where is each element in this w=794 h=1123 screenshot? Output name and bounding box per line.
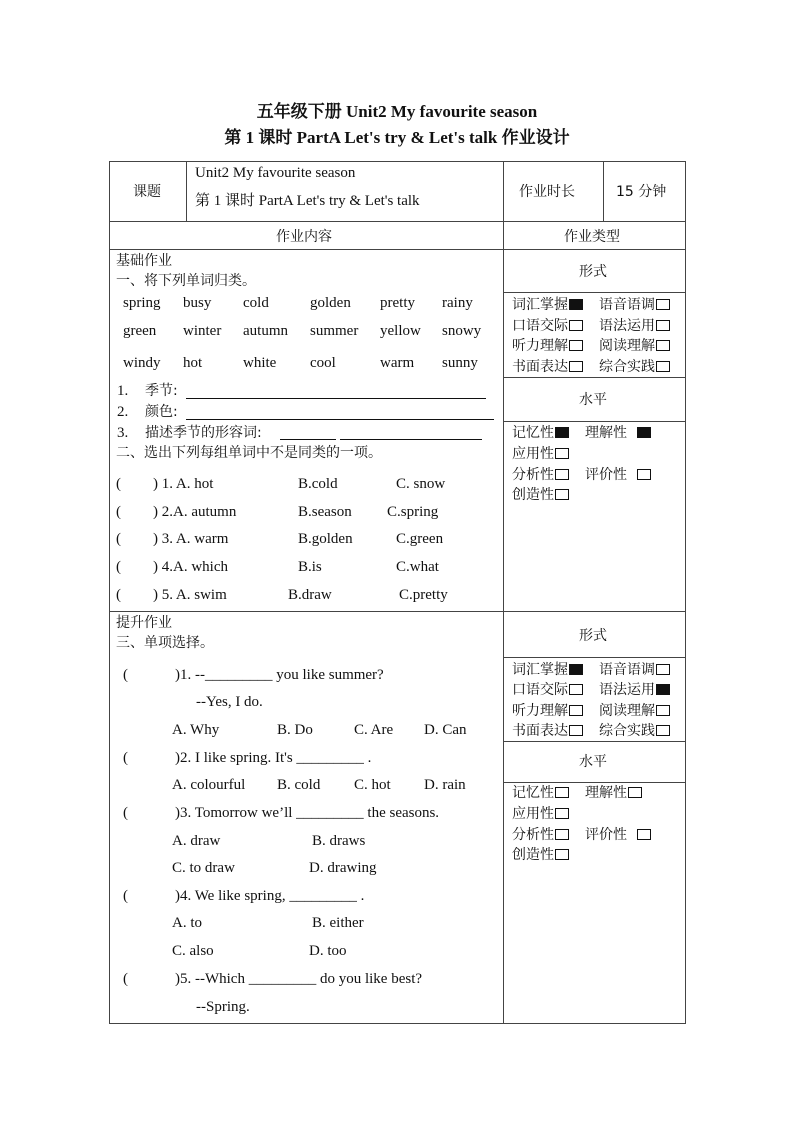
option: B. draws (312, 833, 366, 849)
answer-paren[interactable]: ( (116, 587, 121, 603)
answer-paren[interactable]: ( (123, 888, 128, 904)
form-option[interactable]: 语音语调 (599, 661, 670, 679)
word: warm (380, 355, 415, 371)
word: summer (310, 323, 359, 339)
question-5-reply: --Spring. (196, 999, 250, 1015)
mc-question: ) 2.A. autumn (153, 504, 237, 520)
mc-option: C.pretty (399, 587, 448, 603)
checkbox-icon[interactable] (555, 829, 569, 840)
form-option[interactable]: 书面表达 (512, 722, 583, 740)
option: C. Are (354, 722, 394, 738)
question-4: )4. We like spring, _________ . (175, 888, 365, 904)
word: white (243, 355, 277, 371)
topic-label: 课题 (133, 184, 161, 200)
topic-lesson: 第 1 课时 PartA Let's try & Let's talk (195, 193, 420, 209)
answer-paren[interactable]: ( (116, 476, 121, 492)
checkbox-icon[interactable] (555, 448, 569, 459)
fill-label-color: 颜色: (145, 404, 178, 420)
section3-title: 三、单项选择。 (116, 635, 214, 651)
form-option[interactable]: 综合实践 (599, 358, 670, 376)
word: golden (310, 295, 351, 311)
checkbox-icon[interactable] (628, 787, 642, 798)
word: green (123, 323, 157, 339)
page-title: 五年级下册 Unit2 My favourite season (256, 102, 538, 121)
checkbox-icon[interactable] (656, 299, 670, 310)
season-answer-line[interactable] (186, 398, 486, 399)
checkbox-icon[interactable] (555, 787, 569, 798)
level-option[interactable]: 评价性 (585, 826, 651, 844)
word: sunny (442, 355, 478, 371)
option: C. hot (354, 777, 391, 793)
level-option[interactable]: 分析性 (512, 466, 569, 484)
option: A. to (172, 915, 202, 931)
answer-paren[interactable]: ( (123, 667, 128, 683)
form-option[interactable]: 词汇掌握 (512, 296, 583, 314)
option: C. to draw (172, 860, 235, 876)
checkbox-icon[interactable] (656, 320, 670, 331)
level-label: 水平 (579, 392, 607, 408)
option: D. rain (424, 777, 466, 793)
form-option[interactable]: 口语交际 (512, 317, 583, 335)
option: A. draw (172, 833, 221, 849)
question-1-reply: --Yes, I do. (196, 694, 263, 710)
form-option[interactable]: 词汇掌握 (512, 661, 583, 679)
advanced-heading: 提升作业 (116, 615, 172, 631)
page-subtitle: 第 1 课时 PartA Let's try & Let's talk 作业设计 (224, 128, 570, 147)
word: winter (183, 323, 222, 339)
option: D. Can (424, 722, 467, 738)
word: cool (310, 355, 336, 371)
option: A. Why (172, 722, 220, 738)
form-option[interactable]: 听力理解 (512, 702, 583, 720)
form-option[interactable]: 阅读理解 (599, 337, 670, 355)
checkbox-icon[interactable] (569, 320, 583, 331)
form-option[interactable]: 阅读理解 (599, 702, 670, 720)
checkbox-icon[interactable] (569, 361, 583, 372)
form-label: 形式 (579, 264, 607, 280)
checkbox-icon[interactable] (555, 469, 569, 480)
level-option[interactable]: 创造性 (512, 486, 569, 504)
checkbox-icon[interactable] (637, 469, 651, 480)
checkbox-checked-icon[interactable] (637, 427, 651, 438)
level-option[interactable]: 理解性 (585, 424, 651, 442)
form-label: 形式 (579, 628, 607, 644)
checkbox-icon[interactable] (656, 340, 670, 351)
answer-paren[interactable]: ( (123, 971, 128, 987)
checkbox-icon[interactable] (569, 684, 583, 695)
question-5: )5. --Which _________ do you like best? (175, 971, 423, 987)
level-option[interactable]: 评价性 (585, 466, 651, 484)
question-3: )3. Tomorrow we’ll _________ the seasons. (175, 805, 440, 821)
word: cold (243, 295, 269, 311)
checkbox-icon[interactable] (555, 808, 569, 819)
mc-option: C.what (396, 559, 439, 575)
answer-paren[interactable]: ( (123, 750, 128, 766)
fill-label-season: 季节: (145, 383, 178, 399)
mc-question: ) 5. A. swim (153, 587, 227, 603)
checkbox-checked-icon[interactable] (569, 664, 583, 675)
basic-heading: 基础作业 (116, 253, 172, 269)
checkbox-icon[interactable] (555, 849, 569, 860)
level-option[interactable]: 记忆性 (512, 424, 569, 442)
checkbox-icon[interactable] (637, 829, 651, 840)
option: D. drawing (309, 860, 377, 876)
checkbox-icon[interactable] (569, 340, 583, 351)
level-option[interactable]: 创造性 (512, 846, 569, 864)
duration-value: 15 分钟 (616, 184, 667, 200)
option: A. colourful (172, 777, 246, 793)
level-option[interactable]: 应用性 (512, 805, 569, 823)
word: autumn (243, 323, 288, 339)
option: D. too (309, 943, 347, 959)
mc-option: C.spring (387, 504, 439, 520)
mc-option: C.green (396, 531, 444, 547)
word: busy (183, 295, 212, 311)
checkbox-checked-icon[interactable] (656, 684, 670, 695)
form-option[interactable]: 语法运用 (599, 317, 670, 335)
mc-option: C. snow (396, 476, 446, 492)
checkbox-icon[interactable] (656, 705, 670, 716)
mc-option: B.golden (298, 531, 353, 547)
content-header: 作业内容 (276, 229, 332, 245)
mc-option: B.season (298, 504, 352, 520)
mc-question: ) 4.A. which (153, 559, 228, 575)
fill-num: 3. (117, 425, 129, 441)
fill-num: 1. (117, 383, 129, 399)
answer-paren[interactable]: ( (116, 559, 121, 575)
form-option[interactable]: 听力理解 (512, 337, 583, 355)
level-option[interactable]: 理解性 (585, 784, 642, 802)
form-option[interactable]: 综合实践 (599, 722, 670, 740)
mc-question: ) 1. A. hot (153, 476, 214, 492)
question-2: )2. I like spring. It's _________ . (175, 750, 372, 766)
word: snowy (442, 323, 482, 339)
mc-question: ) 3. A. warm (153, 531, 229, 547)
word: spring (123, 295, 161, 311)
question-1: )1. --_________ you like summer? (175, 667, 384, 683)
checkbox-icon[interactable] (569, 725, 583, 736)
topic-unit: Unit2 My favourite season (195, 165, 356, 181)
option: B. either (312, 915, 364, 931)
form-option[interactable]: 口语交际 (512, 681, 583, 699)
answer-paren[interactable]: ( (123, 805, 128, 821)
checkbox-icon[interactable] (656, 725, 670, 736)
section1-title: 一、将下列单词归类。 (116, 273, 256, 289)
mc-option: B.is (298, 559, 322, 575)
level-option[interactable]: 分析性 (512, 826, 569, 844)
checkbox-checked-icon[interactable] (569, 299, 583, 310)
fill-label-adjective: 描述季节的形容词: (145, 425, 262, 441)
checkbox-icon[interactable] (656, 664, 670, 675)
level-label: 水平 (579, 754, 607, 770)
word: rainy (442, 295, 473, 311)
mc-option: B.cold (298, 476, 338, 492)
duration-label: 作业时长 (519, 184, 575, 200)
checkbox-checked-icon[interactable] (555, 427, 569, 438)
answer-paren[interactable]: ( (116, 531, 121, 547)
checkbox-icon[interactable] (555, 489, 569, 500)
option: B. cold (277, 777, 321, 793)
adjective-answer-line[interactable] (340, 439, 482, 440)
color-answer-line[interactable] (186, 419, 494, 420)
level-option[interactable]: 应用性 (512, 445, 569, 463)
answer-paren[interactable]: ( (116, 504, 121, 520)
adjective-answer-line[interactable] (280, 439, 336, 440)
option: B. Do (277, 722, 313, 738)
word: pretty (380, 295, 415, 311)
word: yellow (380, 323, 421, 339)
form-option[interactable]: 语法运用 (599, 681, 670, 699)
checkbox-icon[interactable] (656, 361, 670, 372)
word: hot (183, 355, 203, 371)
word: windy (123, 355, 161, 371)
option: C. also (172, 943, 214, 959)
form-option[interactable]: 书面表达 (512, 358, 583, 376)
level-option[interactable]: 记忆性 (512, 784, 569, 802)
type-header: 作业类型 (564, 229, 620, 245)
form-option[interactable]: 语音语调 (599, 296, 670, 314)
checkbox-icon[interactable] (569, 705, 583, 716)
mc-option: B.draw (288, 587, 332, 603)
section2-title: 二、选出下列每组单词中不是同类的一项。 (116, 445, 382, 461)
fill-num: 2. (117, 404, 129, 420)
